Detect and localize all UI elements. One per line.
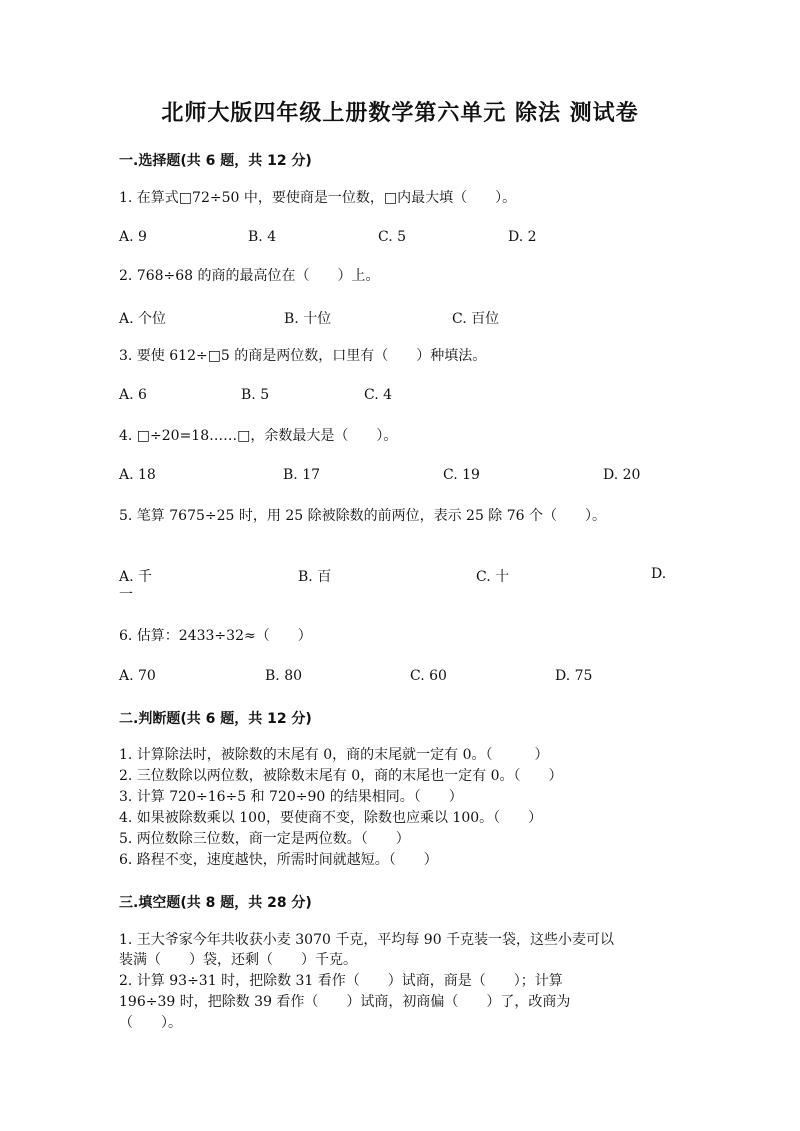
fill-question-line: （ ）。 <box>119 1015 182 1031</box>
question-text: 5. 笔算 7675÷25 时，用 25 除被除数的前两位，表示 25 除 76 个（ ）。 <box>119 508 607 524</box>
option-c: C. 百位 <box>452 311 500 327</box>
option-d-wrap: 一 <box>119 587 133 603</box>
option-b: B. 十位 <box>284 311 332 327</box>
option-a: A. 6 <box>119 387 147 403</box>
question-text: 3. 要使 612÷□5 的商是两位数，口里有（ ）种填法。 <box>119 348 487 364</box>
option-b: B. 17 <box>283 467 321 483</box>
option-c: C. 5 <box>378 229 407 245</box>
page-title: 北师大版四年级上册数学第六单元 除法 测试卷 <box>161 101 639 126</box>
statement: 4. 如果被除数乘以 100，要使商不变，除数也应乘以 100。（ ） <box>119 810 543 826</box>
question-text: 6. 估算：2433÷32≈（ ） <box>119 628 312 644</box>
option-d: D. 75 <box>555 668 593 684</box>
statement: 5. 两位数除三位数，商一定是两位数。（ ） <box>119 831 410 847</box>
option-d: D. <box>651 566 667 582</box>
question-text: 4. □÷20=18……□，余数最大是（ ）。 <box>119 428 398 444</box>
option-b: B. 5 <box>241 387 270 403</box>
option-c: C. 60 <box>410 668 447 684</box>
section-heading-choice: 一.选择题(共 6 题，共 12 分) <box>119 153 312 169</box>
option-b: B. 4 <box>248 229 277 245</box>
option-a: A. 个位 <box>119 311 167 327</box>
option-d: D. 20 <box>603 467 641 483</box>
statement: 3. 计算 720÷16÷5 和 720÷90 的结果相同。（ ） <box>119 789 463 805</box>
fill-question-line: 装满（ ）袋，还剩（ ）千克。 <box>119 952 357 968</box>
option-c: C. 19 <box>443 467 480 483</box>
option-a: A. 9 <box>119 229 147 245</box>
question-text: 2. 768÷68 的商的最高位在（ ）上。 <box>119 268 380 284</box>
option-a: A. 70 <box>119 668 156 684</box>
fill-question-line: 2. 计算 93÷31 时，把除数 31 看作（ ）试商，商是（ ）；计算 <box>119 973 563 989</box>
option-b: B. 百 <box>298 569 332 585</box>
option-a: A. 千 <box>119 569 153 585</box>
fill-question-line: 1. 王大爷家今年共收获小麦 3070 千克，平均每 90 千克装一袋，这些小麦可以 <box>119 932 615 948</box>
statement: 6. 路程不变，速度越快，所需时间就越短。（ ） <box>119 852 438 868</box>
section-heading-judgement: 二.判断题(共 6 题，共 12 分) <box>119 711 312 727</box>
question-text: 1. 在算式□72÷50 中，要使商是一位数，□内最大填（ ）。 <box>119 190 517 206</box>
statement: 1. 计算除法时，被除数的末尾有 0，商的末尾就一定有 0。（ ） <box>119 747 549 763</box>
section-heading-fill: 三.填空题(共 8 题，共 28 分) <box>119 895 312 911</box>
option-c: C. 4 <box>364 387 393 403</box>
option-b: B. 80 <box>265 668 303 684</box>
option-d: D. 2 <box>508 229 537 245</box>
fill-question-line: 196÷39 时，把除数 39 看作（ ）试商，初商偏（ ）了，改商为 <box>119 994 571 1010</box>
statement: 2. 三位数除以两位数，被除数末尾有 0，商的末尾也一定有 0。（ ） <box>119 768 563 784</box>
option-c: C. 十 <box>476 569 510 585</box>
option-a: A. 18 <box>119 467 156 483</box>
